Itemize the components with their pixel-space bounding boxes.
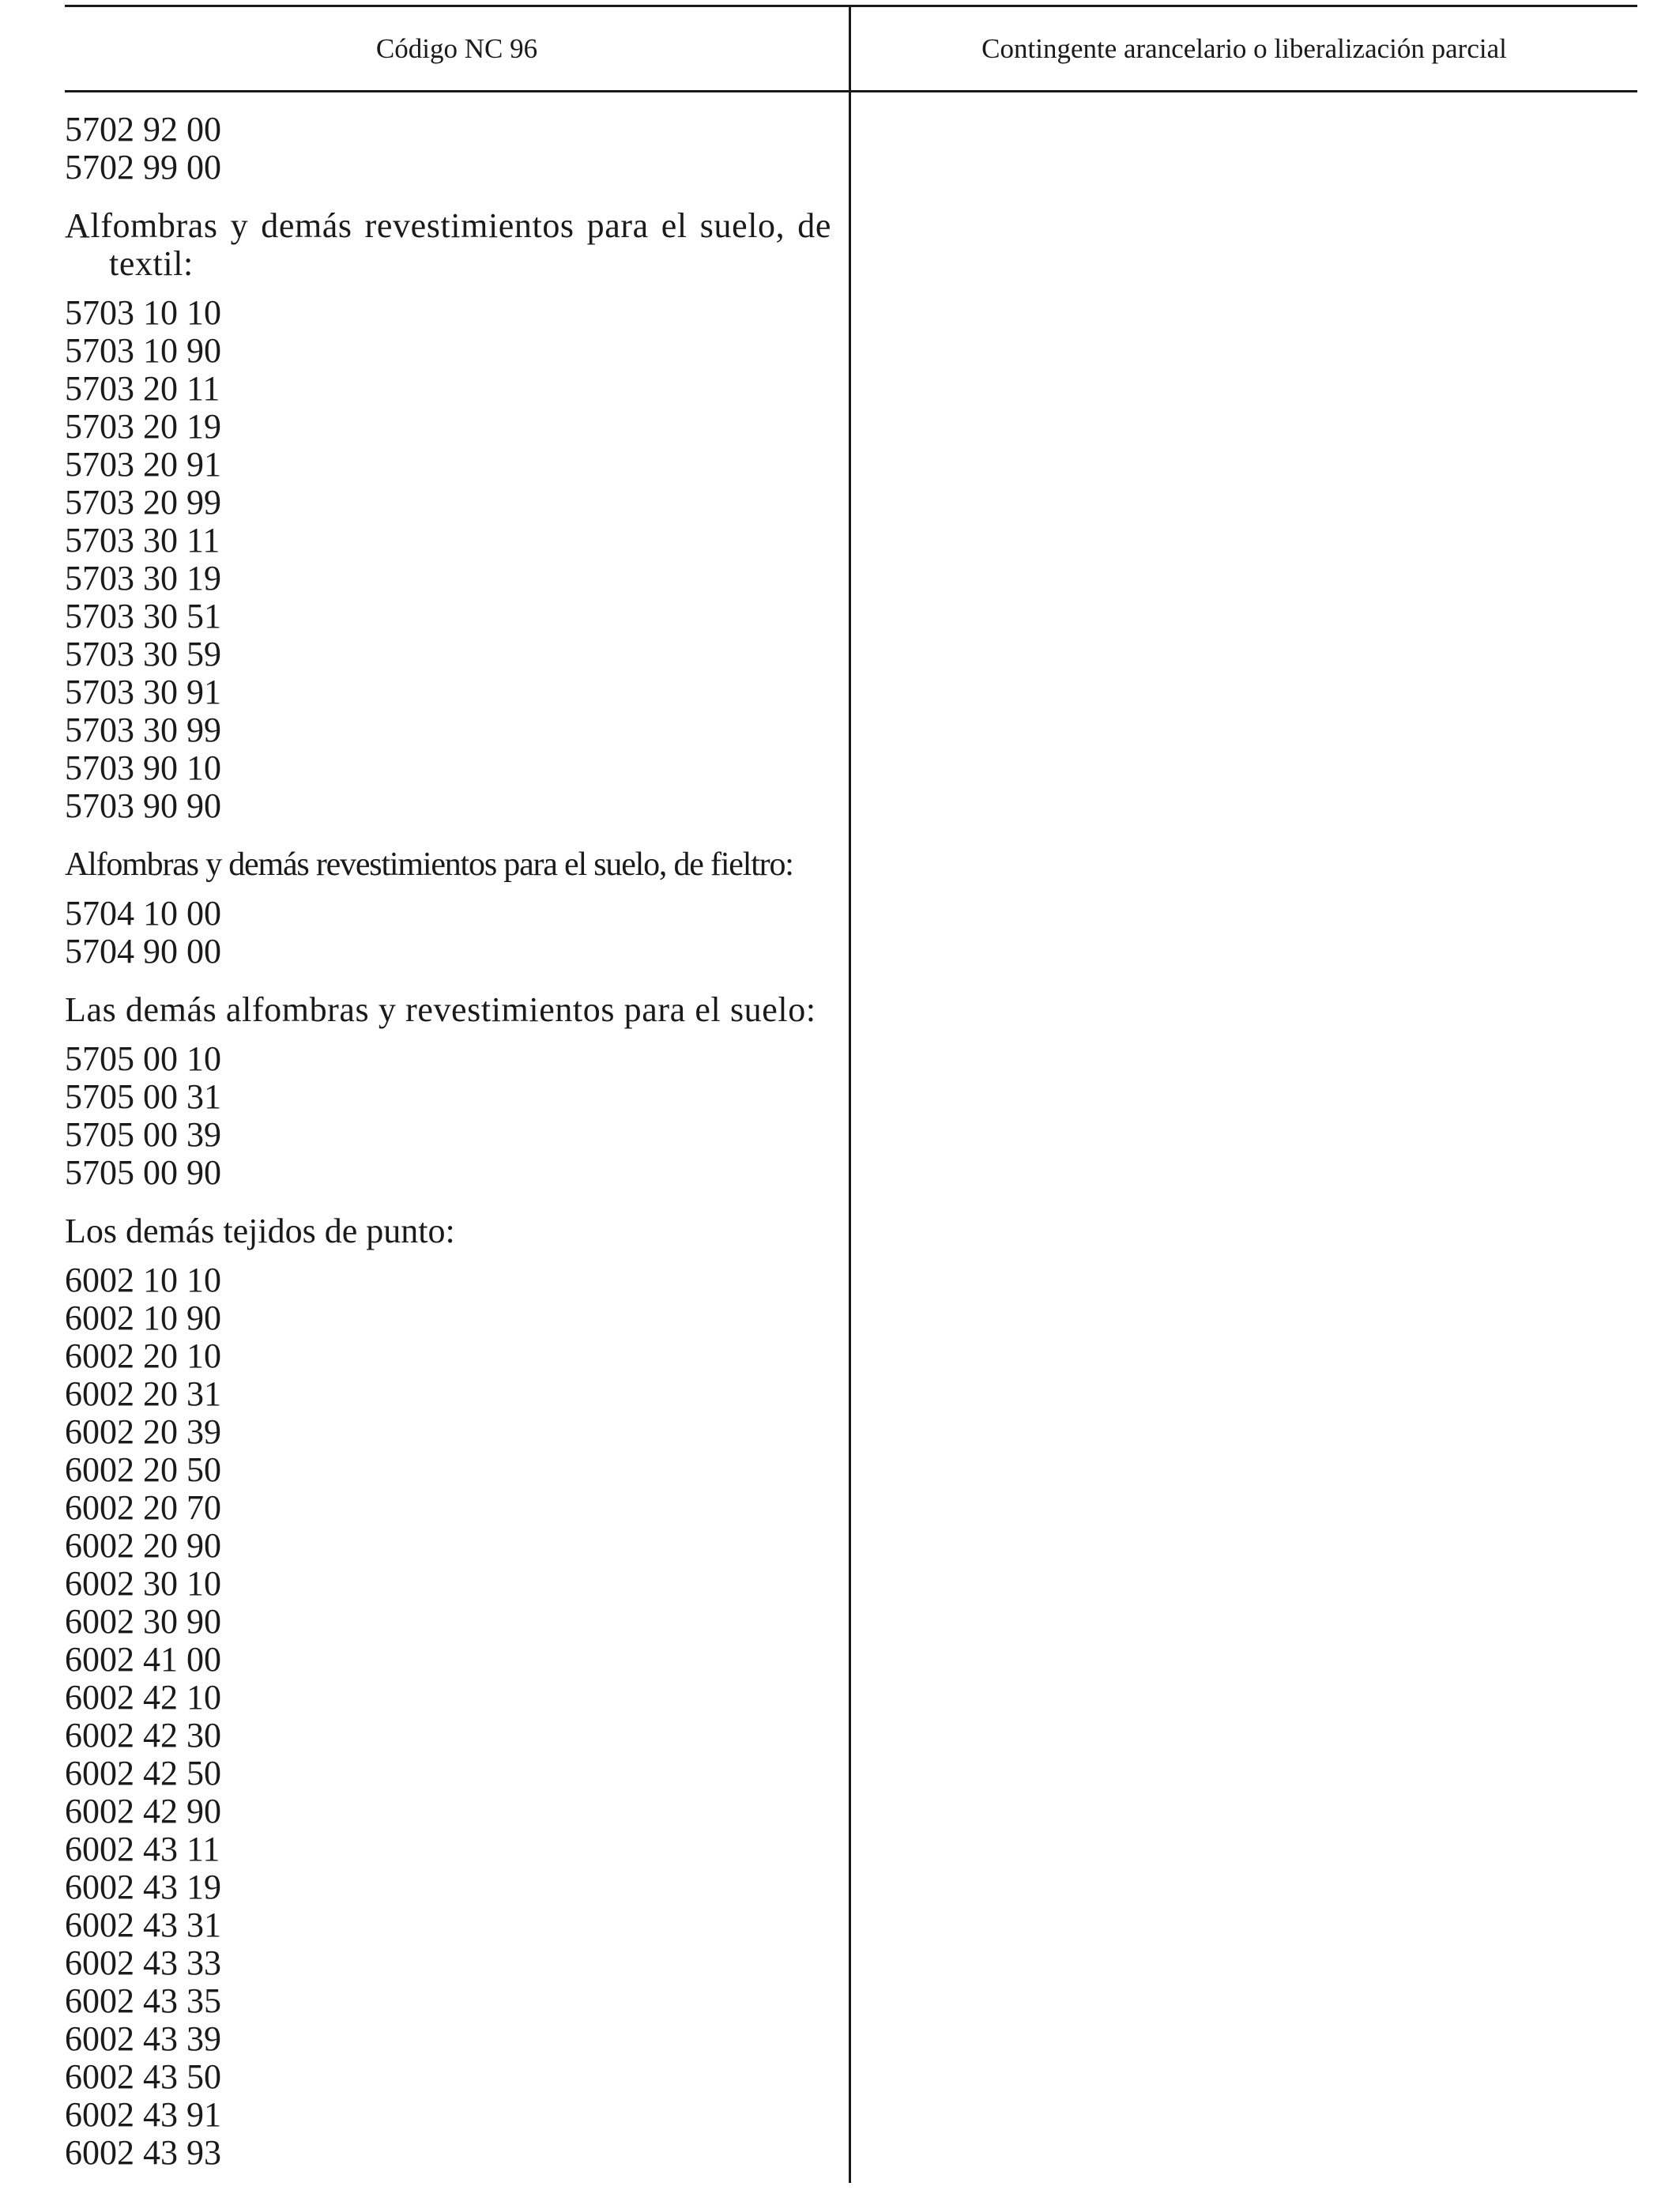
column-divider — [849, 5, 851, 2183]
nc-code: 6002 20 50 — [65, 1450, 221, 1489]
nc-code: 5702 99 00 — [65, 148, 221, 187]
nc-code: 6002 43 11 — [65, 1830, 220, 1868]
nc-code: 5703 30 19 — [65, 559, 221, 598]
nc-code: 6002 20 31 — [65, 1374, 221, 1413]
nc-code: 5703 90 90 — [65, 786, 221, 825]
nc-code: 5705 00 39 — [65, 1115, 221, 1154]
nc-code: 6002 20 70 — [65, 1488, 221, 1527]
nc-code: 5705 00 31 — [65, 1077, 221, 1116]
nc-code: 6002 43 19 — [65, 1868, 221, 1906]
nc-code: 5703 10 90 — [65, 331, 221, 370]
group-heading: Alfombras y demás revestimientos para el suelo, de fieltro: — [65, 846, 793, 883]
nc-code: 5703 20 19 — [65, 407, 221, 446]
nc-code: 6002 42 10 — [65, 1678, 221, 1717]
nc-code: 5703 20 99 — [65, 483, 221, 522]
column-header-code: Código NC 96 — [375, 33, 538, 64]
nc-code: 6002 10 90 — [65, 1299, 221, 1337]
nc-code: 6002 20 10 — [65, 1336, 221, 1375]
nc-code: 5702 92 00 — [65, 110, 221, 149]
nc-code: 6002 43 91 — [65, 2095, 221, 2134]
nc-code: 6002 41 00 — [65, 1640, 221, 1679]
group-heading: Los demás tejidos de punto: — [65, 1212, 455, 1250]
nc-code: 6002 43 33 — [65, 1943, 221, 1982]
nc-code: 6002 30 10 — [65, 1564, 221, 1603]
nc-code: 5704 90 00 — [65, 932, 221, 971]
group-heading: Alfombras y demás revestimientos para el suelo, de textil: — [65, 206, 831, 283]
nc-code: 5705 00 90 — [65, 1153, 221, 1192]
code-group — [65, 111, 831, 187]
code-group — [65, 1212, 831, 2172]
nc-code: 5703 30 51 — [65, 597, 221, 635]
table-header-rule — [65, 90, 1637, 92]
code-group — [65, 991, 831, 1192]
nc-code: 6002 43 39 — [65, 2019, 221, 2058]
nc-code: 6002 30 90 — [65, 1602, 221, 1641]
nc-code: 5705 00 10 — [65, 1039, 221, 1078]
nc-code: 5703 30 11 — [65, 521, 220, 560]
group-heading: Las demás alfombras y revestimientos para el suelo: — [65, 990, 816, 1029]
nc-code: 5704 10 00 — [65, 894, 221, 933]
nc-code: 5703 90 10 — [65, 748, 221, 787]
nc-code: 6002 42 30 — [65, 1716, 221, 1755]
nc-code: 6002 43 93 — [65, 2133, 221, 2172]
nc-code: 6002 43 50 — [65, 2057, 221, 2096]
nc-code: 5703 20 91 — [65, 445, 221, 484]
nc-code: 6002 43 35 — [65, 1981, 221, 2020]
nc-code: 6002 10 10 — [65, 1261, 221, 1299]
nc-code: 5703 30 91 — [65, 673, 221, 711]
nc-code: 6002 42 90 — [65, 1792, 221, 1830]
nc-code: 5703 10 10 — [65, 293, 221, 332]
column-header-quota: Contingente arancelario o liberalización parcial — [981, 33, 1507, 64]
code-column — [65, 111, 831, 2172]
code-group — [65, 846, 831, 971]
nc-code: 5703 20 11 — [65, 369, 220, 408]
code-group — [65, 207, 831, 825]
nc-code: 6002 42 50 — [65, 1754, 221, 1793]
nc-code: 5703 30 59 — [65, 635, 221, 673]
nc-code: 6002 20 39 — [65, 1412, 221, 1451]
nc-code: 5703 30 99 — [65, 711, 221, 749]
nc-code: 6002 43 31 — [65, 1906, 221, 1944]
nc-code: 6002 20 90 — [65, 1526, 221, 1565]
